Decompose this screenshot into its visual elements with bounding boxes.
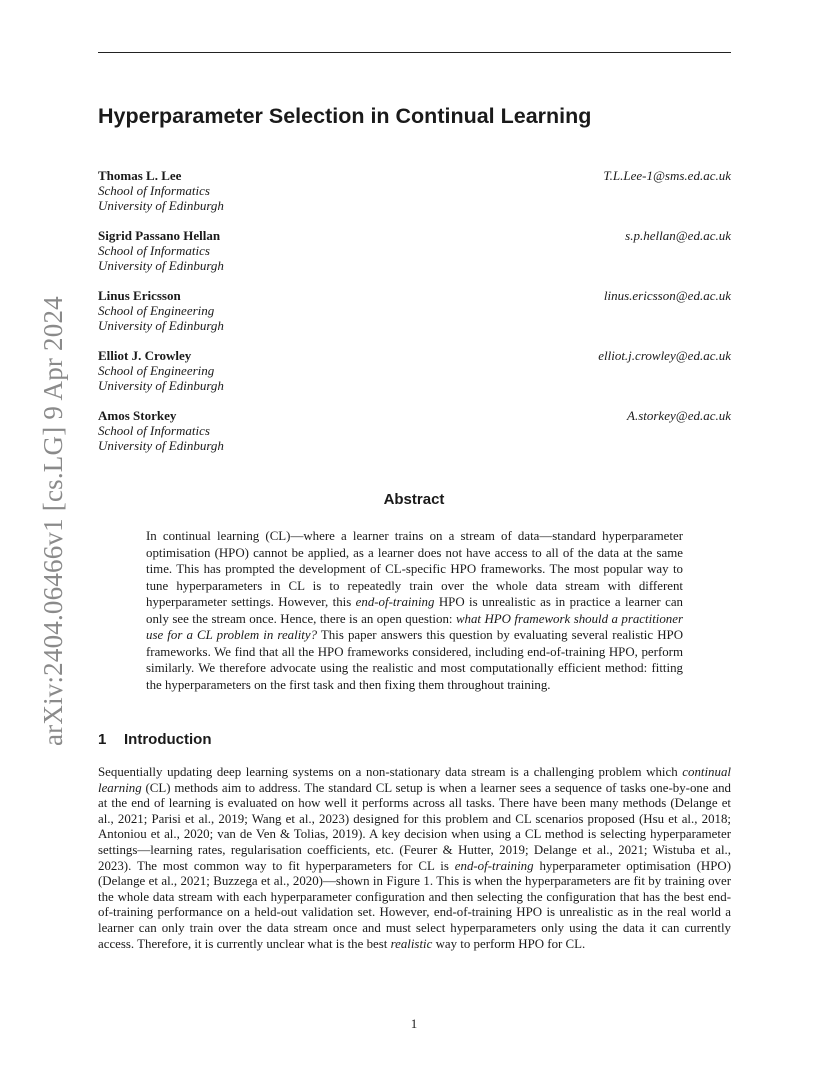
intro-emphasis: continual learning <box>98 765 731 795</box>
page-number: 1 <box>410 1016 418 1031</box>
section-title: Introduction <box>124 731 212 748</box>
author-block <box>98 228 731 274</box>
abstract-text-part: In continual learning (CL)—where a learner trains on a stream of data—standard hyperparameter optimisation (HPO) cannot be applied, as a learner does not have access to all of the data at the same time. This has prompted the development of CL-specific HPO frameworks. The most popular way to tune hyperparameters in CL is to repeatedly train over the whole data stream with different hyperparameter settings. However, this <box>146 529 683 610</box>
author-name: Elliot J. Crowley <box>98 348 192 363</box>
author-name: Amos Storkey <box>98 408 177 423</box>
author-name: Linus Ericsson <box>98 288 181 303</box>
intro-emphasis: end-of-training <box>454 858 534 873</box>
author-email[interactable]: elliot.j.crowley@ed.ac.uk <box>598 348 731 363</box>
author-department: School of Engineering <box>98 363 215 379</box>
abstract-emphasis: end-of-training <box>355 595 435 610</box>
intro-text-part: way to perform HPO for CL. <box>435 936 586 951</box>
paper-title: Hyperparameter Selection in Continual Learning <box>98 104 592 128</box>
author-email[interactable]: linus.ericsson@ed.ac.uk <box>603 288 731 303</box>
author-university: University of Edinburgh <box>98 258 224 274</box>
section-heading <box>98 731 211 748</box>
author-email[interactable]: A.storkey@ed.ac.uk <box>627 408 731 423</box>
author-email[interactable]: s.p.hellan@ed.ac.uk <box>625 228 731 243</box>
abstract-text <box>146 528 683 693</box>
arxiv-side-stamp: arXiv:2404.06466v1 [cs.LG] 9 Apr 2024 <box>38 296 68 746</box>
intro-text-part: hyperparameter optimisation (HPO) (Delange et al., 2021; Buzzega et al., 2020)—shown in Figure 1. This is when the hyperparameters are fit by training over the whole data stream with each hyperparameter configuration and then selecting the configuration that has the best end-of-training performance on a held-out validation set. However, end-of-training HPO is unrealistic as in the real world a learner can only train over the data stream once and must select hyperparameters only using the data it can currently access. Therefore, it is currently unclear what is the best <box>98 858 732 951</box>
author-name: Thomas L. Lee <box>98 168 182 183</box>
author-university: University of Edinburgh <box>98 378 224 394</box>
intro-emphasis: realistic <box>390 936 433 951</box>
author-department: School of Engineering <box>98 303 215 319</box>
author-block <box>98 348 731 394</box>
abstract-emphasis: what HPO framework should a practitioner use for a CL problem in reality? <box>146 611 683 643</box>
author-university: University of Edinburgh <box>98 198 224 214</box>
introduction-paragraph <box>98 765 731 952</box>
intro-text-part: (CL) methods aim to address. The standard CL setup is when a learner sees a sequence of tasks one-by-one and at the end of learning is evaluated on how well it performs across all tasks. There have been many methods (Delange et al., 2021; Parisi et al., 2019; Wang et al., 2023) designed for this problem and CL scenarios proposed (Hsu et al., 2018; Antoniou et al., 2020; van de Ven & Tolias, 2019). A key decision when using a CL method is selecting hyperparameter settings—learning rates, regularisation coefficients, etc. (Feurer & Hutter, 2019; Delange et al., 2021; Wistuba et al., 2023). The most common way to fit hyperparameters for CL is <box>98 780 731 873</box>
header-rule <box>98 52 731 53</box>
intro-text-part: Sequentially updating deep learning systems on a non-stationary data stream is a challenging problem which <box>98 765 678 779</box>
author-university: University of Edinburgh <box>98 438 224 454</box>
author-university: University of Edinburgh <box>98 318 224 334</box>
abstract-text-part: This paper answers this question by evaluating several realistic HPO frameworks. We find that all the HPO frameworks considered, including end-of-training HPO, perform similarly. We therefore advocate using the realistic and most computationally efficient method: fitting the hyperparameters on the first task and then fixing them throughout training. <box>146 628 684 692</box>
author-block <box>98 288 731 334</box>
abstract-text-part: HPO is unrealistic as in practice a learner can only see the stream once. Hence, there is an open question: <box>146 595 684 626</box>
abstract-heading: Abstract <box>383 491 445 508</box>
author-department: School of Informatics <box>98 243 210 259</box>
author-department: School of Informatics <box>98 183 210 199</box>
author-name: Sigrid Passano Hellan <box>98 228 221 243</box>
author-block <box>98 408 731 454</box>
author-block <box>98 168 731 214</box>
author-department: School of Informatics <box>98 423 210 439</box>
section-number: 1 <box>98 731 107 748</box>
author-email[interactable]: T.L.Lee-1@sms.ed.ac.uk <box>603 168 731 183</box>
